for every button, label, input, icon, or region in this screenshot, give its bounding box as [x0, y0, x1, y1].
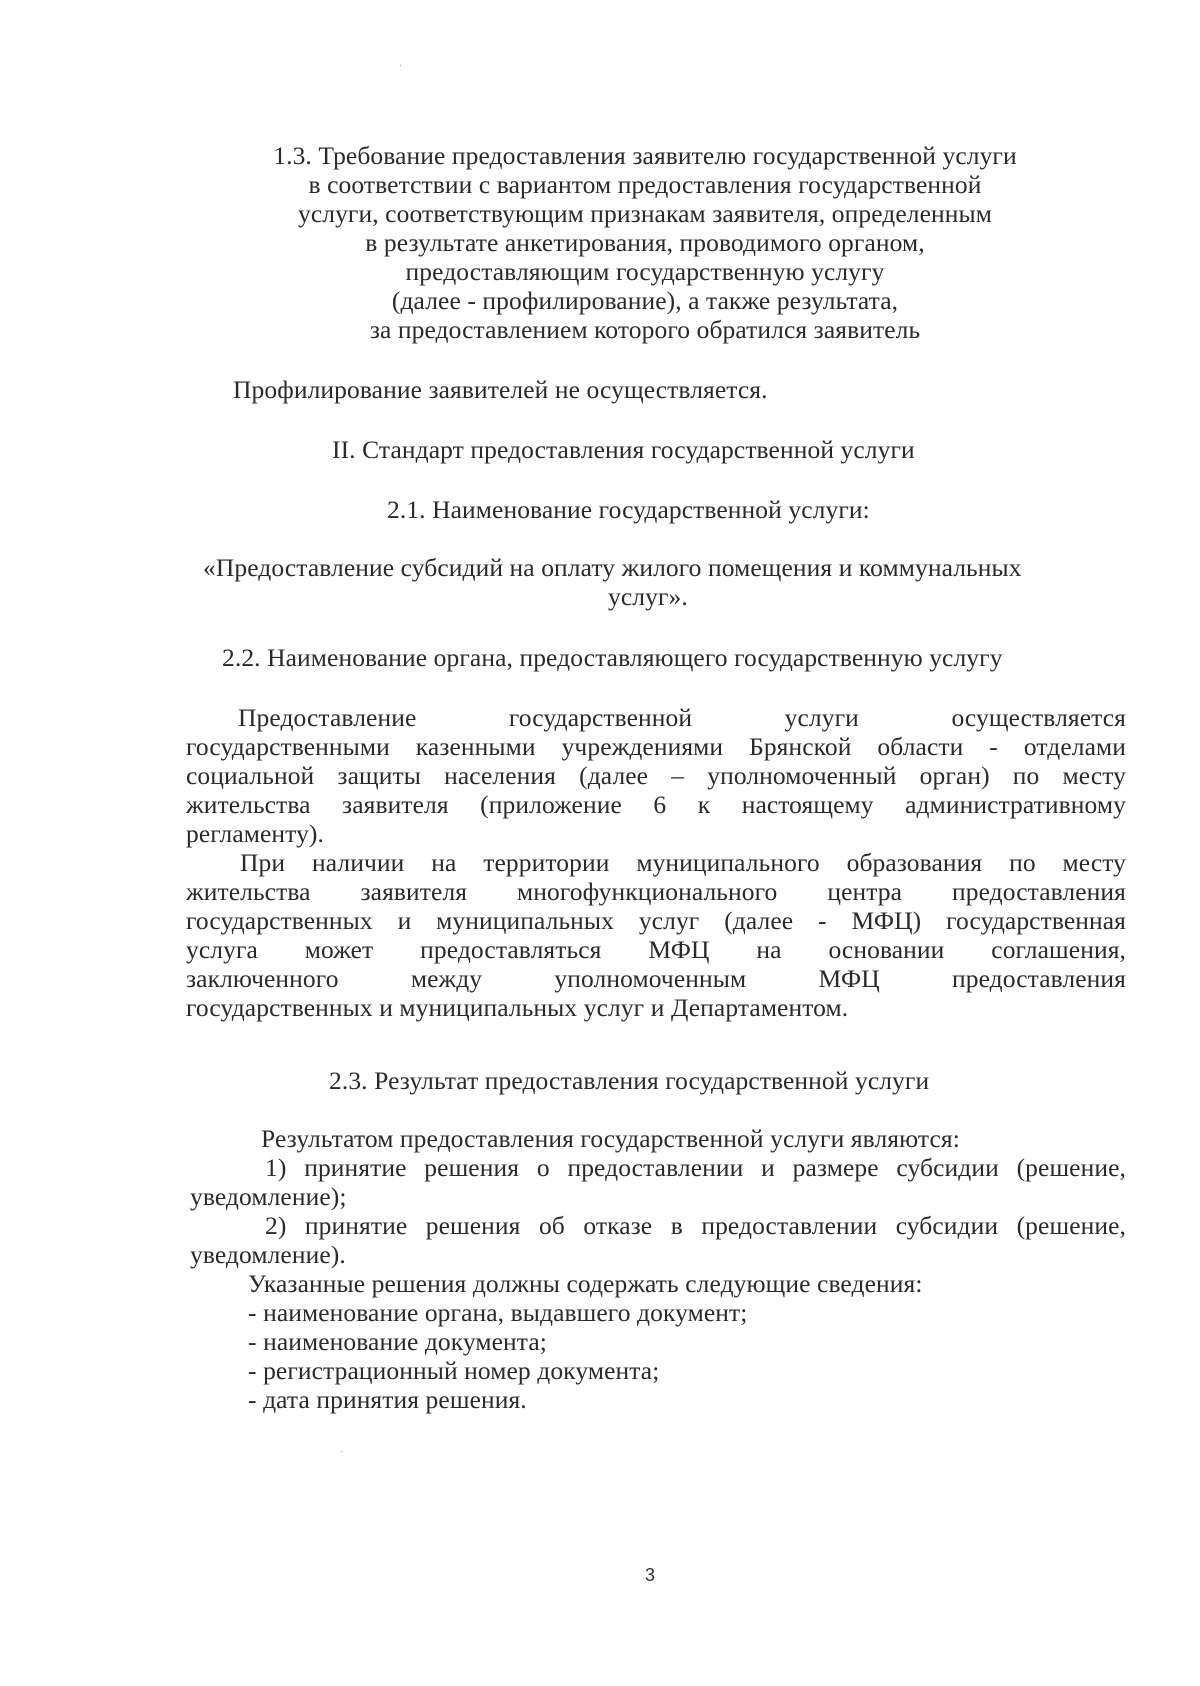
section-1-3-text: Профилирование заявителей не осуществляется.: [233, 375, 768, 404]
requirement-item: - регистрационный номер документа;: [248, 1356, 660, 1385]
requirement-item: - наименование органа, выдавшего документ;: [248, 1298, 748, 1327]
section-1-3-heading-line: в результате анкетирования, проводимого органом,: [365, 228, 925, 257]
paragraph-line: жительства заявителя (приложение 6 к настоящему административному: [186, 790, 1126, 819]
scan-speck: [341, 1451, 342, 1452]
paragraph-line: При наличии на территории муниципального образования по месту: [240, 848, 1126, 877]
paragraph-line: регламенту).: [186, 819, 325, 848]
section-1-3-heading-line: (далее - профилирование), а также результата,: [391, 286, 899, 315]
section-1-3-heading-line: в соответствии с вариантом предоставления государственной: [308, 170, 982, 199]
result-intro: Результатом предоставления государственной услуги являются:: [261, 1124, 960, 1153]
requirement-item: - наименование документа;: [248, 1327, 547, 1356]
requirements-intro: Указанные решения должны содержать следующие сведения:: [248, 1269, 923, 1298]
paragraph-line: услуга может предоставляться МФЦ на основании соглашения,: [186, 935, 1126, 964]
paragraph-line: жительства заявителя многофункционального центра предоставления: [186, 877, 1126, 906]
paragraph-line: заключенного между уполномоченным МФЦ предоставления: [186, 964, 1126, 993]
scan-speck: [400, 65, 401, 66]
section-1-3-heading-line: услуги, соответствующим признакам заявителя, определенным: [297, 199, 993, 228]
paragraph-line: государственных и муниципальных услуг и Департаментом.: [186, 993, 849, 1022]
paragraph-line: государственных и муниципальных услуг (далее - МФЦ) государственная: [186, 906, 1126, 935]
section-2-heading: II. Стандарт предоставления государственной услуги: [332, 435, 915, 464]
section-1-3-heading-line: предоставляющим государственную услугу: [405, 257, 885, 286]
section-1-3-heading-line: за предоставлением которого обратился заявитель: [369, 315, 921, 344]
section-1-3-heading-line: 1.3. Требование предоставления заявителю государственной услуги: [273, 141, 1017, 170]
paragraph-line: социальной защиты населения (далее – уполномоченный орган) по месту: [186, 761, 1126, 790]
section-2-3-heading: 2.3. Результат предоставления государственной услуги: [329, 1066, 930, 1095]
service-name-line: услуг».: [608, 582, 688, 611]
service-name-line: «Предоставление субсидий на оплату жилого помещения и коммунальных: [203, 553, 1022, 582]
paragraph-line: государственными казенными учреждениями Брянской области - отделами: [186, 732, 1126, 761]
section-2-2-heading: 2.2. Наименование органа, предоставляющего государственную услугу: [222, 643, 1003, 672]
result-item-line: уведомление);: [190, 1182, 347, 1211]
paragraph-line: Предоставление государственной услуги осуществляется: [238, 703, 1126, 732]
result-item-line: 1) принятие решения о предоставлении и размере субсидии (решение,: [265, 1153, 1126, 1182]
requirement-item: - дата принятия решения.: [248, 1385, 527, 1414]
result-item-line: уведомление).: [190, 1240, 346, 1269]
section-2-1-heading: 2.1. Наименование государственной услуги:: [387, 495, 870, 524]
page-number: 3: [644, 1565, 655, 1585]
result-item-line: 2) принятие решения об отказе в предоставлении субсидии (решение,: [265, 1211, 1126, 1240]
